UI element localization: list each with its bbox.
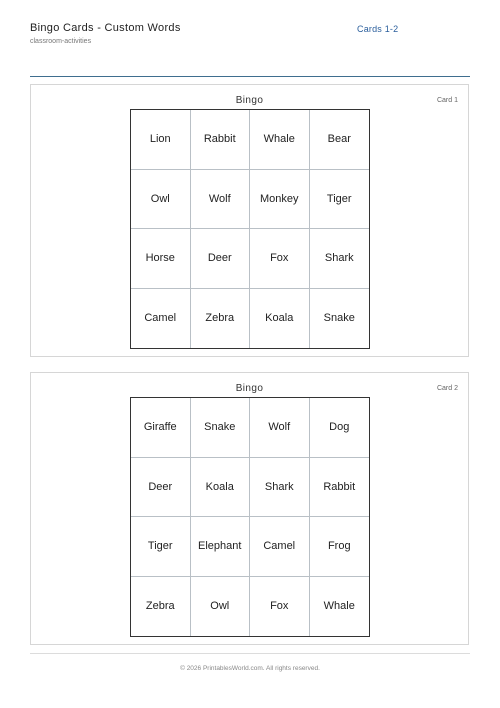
card-heading: Bingo: [235, 95, 264, 106]
bingo-cell: Monkey: [250, 170, 310, 230]
bingo-cell: Rabbit: [191, 110, 251, 170]
bingo-cell: Owl: [131, 170, 191, 230]
bingo-cell: Tiger: [310, 170, 370, 230]
bingo-cell: Frog: [310, 517, 370, 577]
bingo-cell: Fox: [250, 229, 310, 289]
bingo-cell: Whale: [323, 600, 355, 613]
document-subtitle: classroom-activities: [30, 38, 92, 45]
bingo-cell: Bear: [310, 110, 370, 170]
bingo-cell: Giraffe: [131, 398, 191, 458]
cards-range-label: Cards 1-2: [357, 24, 399, 34]
bingo-cell: Elephant: [191, 517, 251, 577]
bingo-grid: [130, 397, 370, 637]
bingo-card-1: [30, 84, 469, 357]
bingo-cell: Koala: [191, 458, 251, 518]
bingo-cell: Zebra: [131, 577, 191, 637]
page-header: [30, 22, 470, 50]
footer-divider: [30, 653, 470, 654]
card-number-label: Card 2: [436, 385, 458, 392]
bingo-cell: Tiger: [131, 517, 191, 577]
bingo-cell: Camel: [131, 289, 191, 349]
bingo-cell: Deer: [131, 458, 191, 518]
bingo-cell: Deer: [191, 229, 251, 289]
footer-copyright: © 2026 PrintablesWorld.com. All rights reserved.: [180, 665, 320, 672]
card-number-label: Card 1: [436, 97, 458, 104]
bingo-cell: Wolf: [250, 398, 310, 458]
document-title: Bingo Cards - Custom Words: [30, 22, 181, 34]
bingo-cell: Rabbit: [310, 458, 370, 518]
bingo-cell: Fox: [250, 577, 310, 637]
bingo-grid: [130, 109, 370, 349]
header-divider: [30, 76, 470, 77]
bingo-cell: Wolf: [191, 170, 251, 230]
bingo-cell: Camel: [250, 517, 310, 577]
bingo-cell: Snake: [323, 312, 355, 325]
bingo-cell: Koala: [250, 289, 310, 349]
bingo-cell: Dog: [310, 398, 370, 458]
bingo-cell: Horse: [131, 229, 191, 289]
bingo-cell: Lion: [131, 110, 191, 170]
card-heading: Bingo: [235, 383, 264, 394]
bingo-cell: Zebra: [191, 289, 251, 349]
bingo-cell: Shark: [310, 229, 370, 289]
bingo-cell: Snake: [191, 398, 251, 458]
bingo-card-2: [30, 372, 469, 645]
bingo-cell: Whale: [250, 110, 310, 170]
bingo-cell: Shark: [250, 458, 310, 518]
bingo-cell: Owl: [191, 577, 251, 637]
